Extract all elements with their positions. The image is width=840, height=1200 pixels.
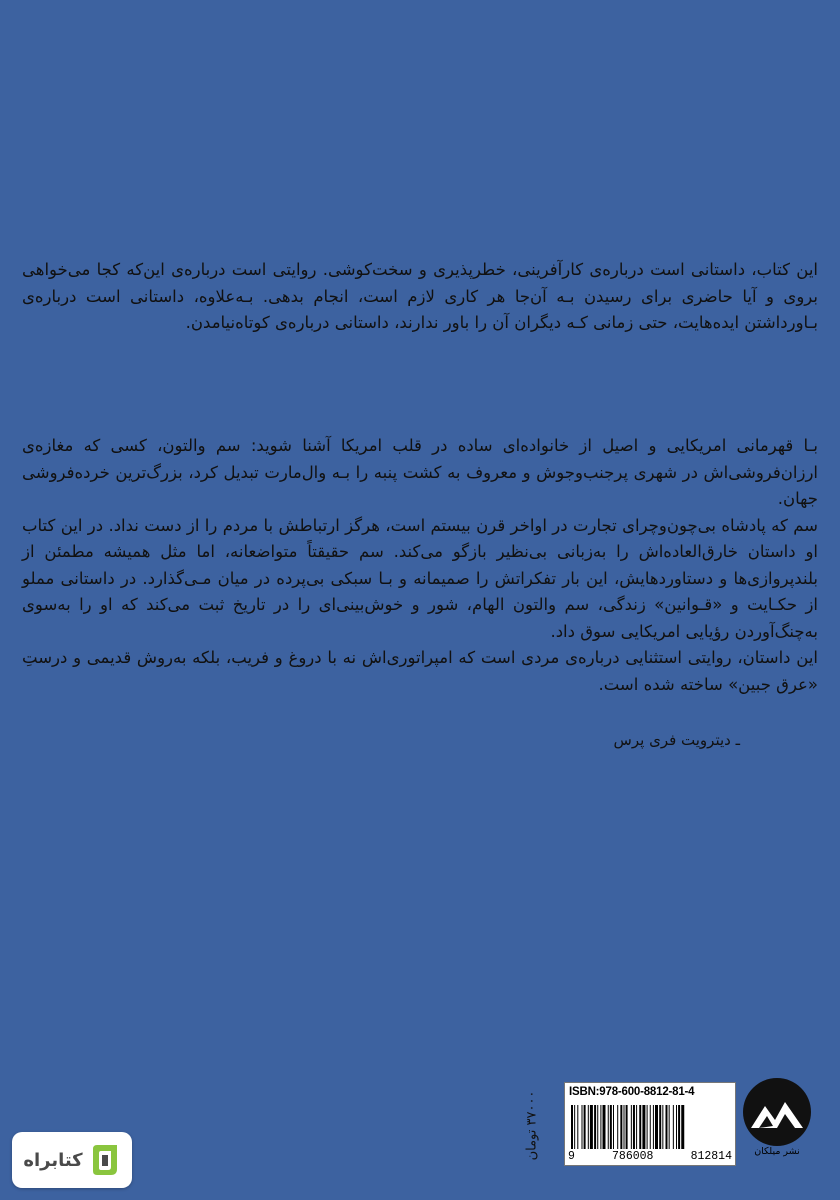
- publisher-name: نشر میلکان: [754, 1146, 800, 1157]
- story-paragraph-1: بـا قهرمانی امریکایی و اصیل از خانواده‌ای ساده در قلب امریکا آشنا شوید: سم والتون، کسی که مغازه‌ی ارزان‌فروشی‌اش در شهری پرجنب‌وجوش و معروف به کشت پنبه را بـه وال‌مارت تبدیل کرد، بزرگ‌ترین خرده‌فروشی جهان.: [22, 436, 818, 508]
- story-paragraph-3: این داستان، روایتی استثنایی درباره‌ی مردی است که امپراتوری‌اش نه با دروغ و فریب، بلکه به‌روش قدیمی و درستِ «عرق جبین» ساخته شده است.: [22, 648, 818, 694]
- kitabrah-logo-icon: [89, 1143, 121, 1177]
- store-badge[interactable]: [12, 1132, 132, 1188]
- barcode-digits: [568, 1150, 732, 1163]
- story-paragraph-2: سم که پادشاه بی‌چون‌وچرای تجارت در اواخر قرن بیستم است، هرگز ارتباطش با مردم را از دست نداد. در این کتاب او داستان خارق‌العاده‌اش را به‌زبانی بی‌نظیر بازگو می‌کند. سم حقیقتاً متواضعانه، اما مثل همیشه مطمئن از بلندپروازی‌ها و دستاوردهایش، این بار تفکراتش را صمیمانه و بـا سبکی بی‌پرده در میان مـی‌گذارد. در داستانی مملو از حکـایت و «قـوانین» زندگی، سم والتون الهام، شور و خوش‌بینی‌ای را در تاریخ ثبت می‌کند که او را به‌سوی به‌چنگ‌آوردن رؤیایی امریکایی سوق داد.: [22, 515, 818, 641]
- barcode-digit-group: 786008: [612, 1150, 654, 1163]
- isbn-barcode: [564, 1082, 736, 1166]
- quote-source: ـ دیترویت فری پرس: [613, 731, 740, 749]
- story-description: [22, 433, 818, 698]
- barcode-digit-group: 812814: [690, 1150, 732, 1163]
- price-text: ۳۷۰۰۰ تومان: [524, 1090, 540, 1160]
- price-label: [512, 1080, 552, 1170]
- barcode-icon: [571, 1105, 729, 1149]
- barcode-digit-group: 9: [568, 1150, 575, 1163]
- blurb-paragraph: این کتاب، داستانی است درباره‌ی کارآفرینی، خطرپذیری و سخت‌کوشی. روایتی است درباره‌ی این‌که کجا می‌خواهی بروی و آیا حاضری برای رسیدن بـه آن‌جا هر کاری لازم است، انجام بدهی. بـه‌علاوه، داستانی است درباره‌ی بـاورداشتن ایده‌هایت، حتی زمانی کـه دیگران آن را باور ندارند، داستانی درباره‌ی کوتاه‌نیامدن.: [22, 260, 818, 332]
- store-name: کتابراه: [23, 1149, 83, 1171]
- isbn-number: ISBN:978-600-8812-81-4: [569, 1086, 695, 1098]
